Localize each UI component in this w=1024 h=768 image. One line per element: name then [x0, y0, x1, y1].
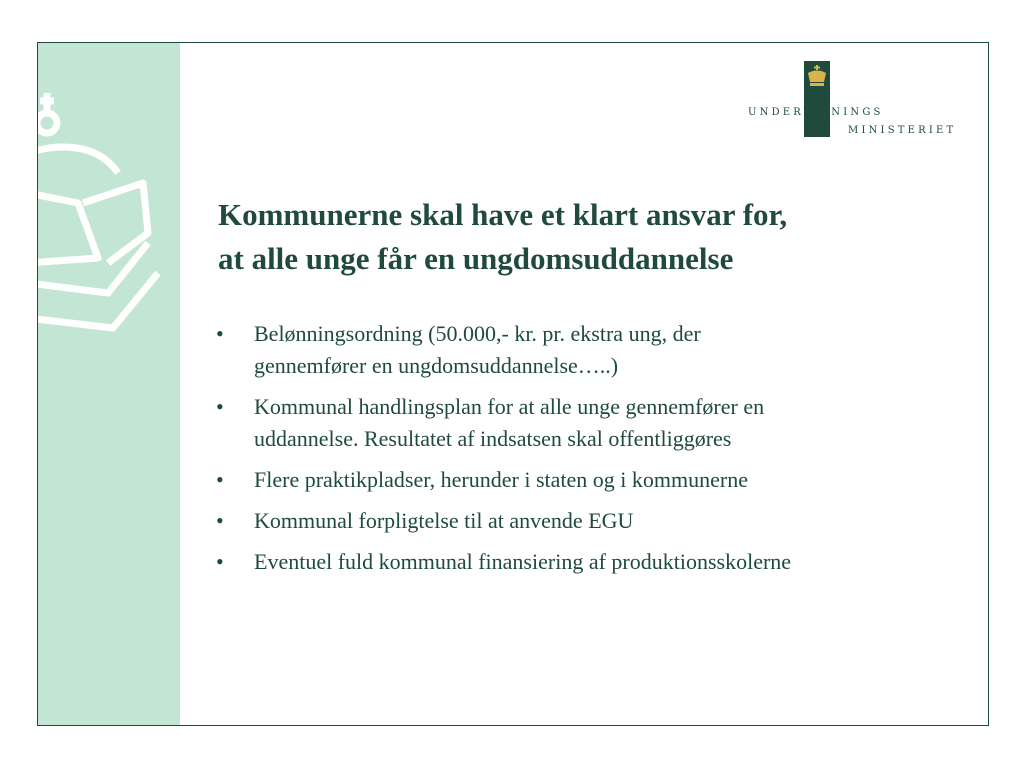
bullet-item — [216, 546, 956, 578]
bullet-item — [216, 505, 956, 537]
title-line-1: Kommunerne skal have et klart ansvar for, — [218, 197, 788, 232]
ministry-logo — [748, 61, 968, 141]
bullet-item — [216, 318, 956, 382]
side-band — [38, 43, 180, 725]
bullet-dot: • — [216, 508, 224, 533]
crown-icon — [807, 65, 827, 87]
bullet-dot: • — [216, 321, 224, 346]
bullet-text-line2: gennemfører en ungdomsuddannelse…..) — [254, 353, 619, 378]
logo-text-line1: UNDERVISNINGS — [748, 107, 884, 118]
bullet-text-line1: Kommunal handlingsplan for at alle unge gennemfører en — [254, 394, 765, 419]
bullet-dot: • — [216, 467, 224, 492]
slide-title — [218, 193, 958, 281]
bullet-text-line1: Eventuel fuld kommunal finansiering af produktionsskolerne — [254, 549, 792, 574]
bullet-text-line1: Kommunal forpligtelse til at anvende EGU — [254, 508, 634, 533]
bullet-item — [216, 464, 956, 496]
slide — [37, 42, 989, 726]
title-line-2: at alle unge får en ungdomsuddannelse — [218, 241, 734, 276]
bullet-list — [216, 318, 956, 587]
bullet-dot: • — [216, 549, 224, 574]
bullet-item — [216, 391, 956, 455]
logo-emblem — [804, 61, 830, 137]
logo-text-line2: MINISTERIET — [848, 125, 957, 136]
bullet-dot: • — [216, 394, 224, 419]
bullet-text-line2: uddannelse. Resultatet af indsatsen skal offentliggøres — [254, 426, 732, 451]
bullet-text-line1: Belønningsordning (50.000,- kr. pr. ekstra ung, der — [254, 321, 701, 346]
bullet-text-line1: Flere praktikpladser, herunder i staten og i kommunerne — [254, 467, 748, 492]
crown-watermark-icon — [38, 83, 180, 343]
